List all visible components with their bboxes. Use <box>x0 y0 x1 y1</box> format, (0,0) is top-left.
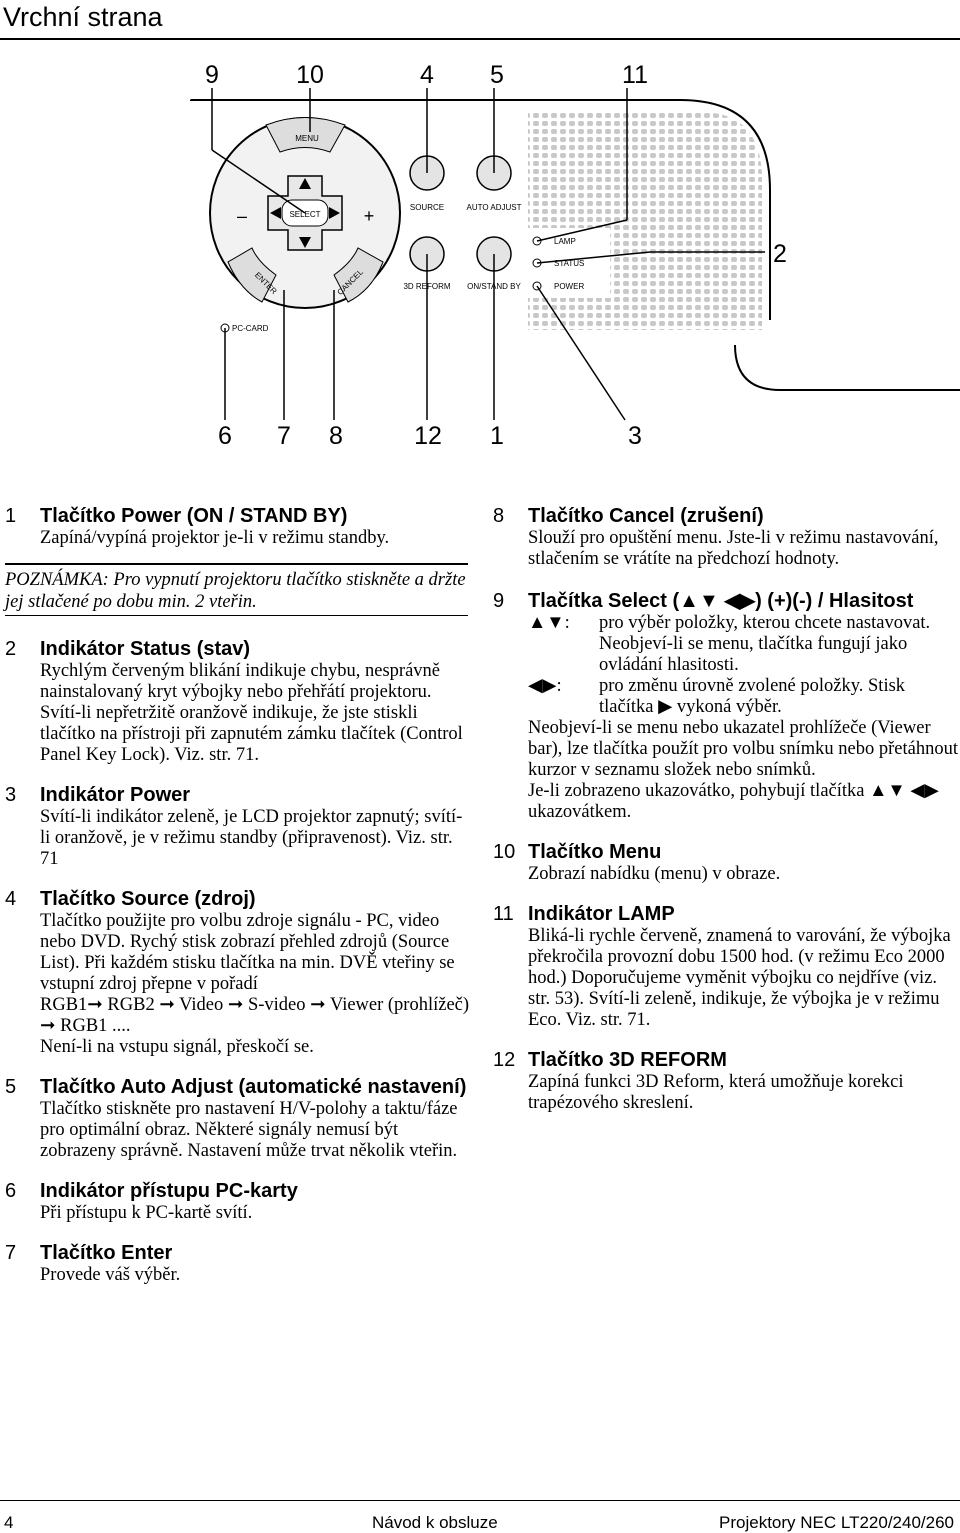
item-number: 9 <box>493 590 505 612</box>
callout-5: 5 <box>490 61 504 89</box>
leftright-row <box>528 676 960 718</box>
note-box <box>5 563 468 616</box>
item-body: Bliká-li rychle červeně, znamená to varování, že výbojka překročila provozní dobu 1500 hod. (v režimu Eco 2000 hod.) Doporučujeme vyměnit výbojku co nejdříve (viz. str. 53). Svítí-li zeleně, indikuje, že výbojka je v režimu Eco. Viz. str. 71. <box>528 926 951 1030</box>
item-number: 1 <box>5 505 17 527</box>
item-title: Tlačítko Menu <box>528 841 662 863</box>
updown-row <box>528 613 960 676</box>
item-title: Tlačítka Select (▲▼ ◀▶) (+)(-) / Hlasitost <box>528 590 914 612</box>
callout-6: 6 <box>218 422 232 450</box>
select-key-rows <box>528 613 960 718</box>
leftright-description: pro změnu úrovně zvolené položky. Stisk tlačítka ▶ vykoná výběr. <box>599 676 906 717</box>
callout-12: 12 <box>414 422 442 450</box>
page-footer <box>0 1500 960 1532</box>
left-column <box>5 505 470 1304</box>
status-label: STATUS <box>554 259 585 268</box>
item-title: Indikátor Power <box>40 784 191 806</box>
item-number: 5 <box>5 1076 17 1098</box>
callout-3: 3 <box>628 422 642 450</box>
item-title: Tlačítko Auto Adjust (automatické nastavení) <box>40 1076 467 1098</box>
page-title: Vrchní strana <box>3 2 163 32</box>
item-body: Svítí-li indikátor zeleně, je LCD projektor zapnutý; svítí-li oranžově, je v režimu standby (připravenost). Viz. str. 71 <box>40 807 463 869</box>
callout-11: 11 <box>622 61 648 89</box>
enter-label: ENTER <box>252 270 279 297</box>
item-number: 4 <box>5 888 17 910</box>
page-number: 4 <box>4 1513 14 1532</box>
onstandby-label: ON/STAND BY <box>467 282 521 291</box>
callout-10: 10 <box>296 61 324 89</box>
item-enter-button <box>5 1242 470 1286</box>
footer-title: Návod k obsluze <box>372 1513 498 1532</box>
item-number: 12 <box>493 1049 516 1071</box>
callout-1: 1 <box>490 422 504 450</box>
item-title: Tlačítko 3D REFORM <box>528 1049 727 1071</box>
item-number: 2 <box>5 638 17 660</box>
item-status-indicator <box>5 638 470 766</box>
item-title: Tlačítko Power (ON / STAND BY) <box>40 505 348 527</box>
power-label: POWER <box>554 282 585 291</box>
reform-label: 3D REFORM <box>403 282 451 291</box>
item-body-extra: Není-li na vstupu signál, přeskočí se. <box>40 1037 314 1057</box>
item-lamp-indicator <box>493 903 960 1031</box>
item-body: Zobrazí nabídku (menu) v obraze. <box>528 864 781 884</box>
title-rule <box>0 38 960 40</box>
item-body: Zapíná/vypíná projektor je-li v režimu standby. <box>40 528 390 548</box>
item-power-indicator <box>5 784 470 870</box>
lamp-label: LAMP <box>554 237 576 246</box>
updown-key-label: ▲▼: <box>528 613 570 633</box>
item-cancel-button <box>493 505 960 570</box>
item-power-button <box>5 505 470 549</box>
item-number: 7 <box>5 1242 17 1264</box>
source-sequence: RGB1➞ RGB2 ➞ Video ➞ S-video ➞ Viewer (prohlížeč) ➞ RGB1 .... <box>40 995 470 1036</box>
callout-8: 8 <box>329 422 343 450</box>
item-body: Tlačítko použijte pro volbu zdroje signálu - PC, video nebo DVD. Rychý stisk zobrazí přehled zdrojů (Source List). Při každém stisku tlačítka na min. DVĚ vteřiny se vstupní zdroj přepne v pořadí <box>40 911 455 994</box>
casing-curve <box>735 345 960 390</box>
item-number: 8 <box>493 505 505 527</box>
source-label: SOURCE <box>409 203 445 212</box>
item-number: 3 <box>5 784 17 806</box>
select-label: SELECT <box>289 210 321 219</box>
item-title: Indikátor Status (stav) <box>40 638 251 660</box>
minus-label: – <box>236 206 248 226</box>
item-body-extra: Je-li zobrazeno ukazovátko, pohybují tlačítka ▲▼ ◀▶ ukazovátkem. <box>528 781 939 822</box>
item-title: Indikátor přístupu PC-karty <box>40 1180 298 1202</box>
item-body: Provede váš výběr. <box>40 1265 181 1285</box>
callout-9: 9 <box>205 61 219 89</box>
cancel-label: CANCEL <box>335 267 365 297</box>
item-body: Slouží pro opuštění menu. Jste-li v režimu nastavování, stlačením se vrátíte na předchozí hodnoty. <box>528 528 939 569</box>
pccard-label: PC-CARD <box>232 324 269 333</box>
note-text: : Pro vypnutí projektoru tlačítko stiskněte a držte jej stlačené po dobu min. 2 vteřin. <box>5 570 466 612</box>
item-title: Tlačítko Enter <box>40 1242 173 1264</box>
item-number: 11 <box>493 903 514 925</box>
item-3d-reform-button <box>493 1049 960 1114</box>
item-body: Zapíná funkci 3D Reform, která umožňuje korekci trapézového skreslení. <box>528 1072 904 1113</box>
item-number: 10 <box>493 841 516 863</box>
control-panel-diagram <box>190 55 960 455</box>
plus-label: + <box>363 206 375 226</box>
leftright-key-label: ◀▶: <box>528 676 562 696</box>
right-column <box>493 505 960 1132</box>
item-body: Tlačítko stiskněte pro nastavení H/V-polohy a taktu/fáze pro optimální obraz. Některé signály nemusí být zobrazeny správně. Nastavení může trvat několik vteřin. <box>40 1099 458 1161</box>
item-menu-button <box>493 841 960 885</box>
item-auto-adjust-button <box>5 1076 470 1162</box>
callout-4: 4 <box>420 61 434 89</box>
item-body: Rychlým červeným blikání indikuje chybu, nesprávně nainstalovaný kryt výbojky nebo přehřátí projektoru. Svítí-li nepřetržitě oranžově indikuje, že jste stiskli tlačítko na přístroji při zapnutém zámku tlačítek (Control Panel Key Lock). Viz. str. 71. <box>40 661 463 765</box>
callout-2: 2 <box>773 240 787 268</box>
item-number: 6 <box>5 1180 17 1202</box>
item-title: Tlačítko Cancel (zrušení) <box>528 505 764 527</box>
item-title: Tlačítko Source (zdroj) <box>40 888 256 910</box>
item-source-button <box>5 888 470 1058</box>
auto-adjust-label: AUTO ADJUST <box>466 203 522 212</box>
item-pccard-indicator <box>5 1180 470 1224</box>
menu-label: MENU <box>295 134 319 143</box>
updown-description: pro výběr položky, kterou chcete nastavovat. Neobjeví-li se menu, tlačítka fungují jako ovládání hlasitosti. <box>599 613 931 675</box>
note-label: POZNÁMKA <box>5 570 103 590</box>
item-title: Indikátor LAMP <box>528 903 675 925</box>
footer-product: Projektory NEC LT220/240/260 <box>719 1513 954 1532</box>
item-select-buttons <box>493 590 960 823</box>
item-body: Neobjeví-li se menu nebo ukazatel prohlížeče (Viewer bar), lze tlačítka použít pro volbu snímku nebo přetáhnout kurzor v seznamu složek nebo snímků. <box>528 718 959 780</box>
callout-7: 7 <box>277 422 291 450</box>
item-body: Při přístupu k PC-kartě svítí. <box>40 1203 253 1223</box>
